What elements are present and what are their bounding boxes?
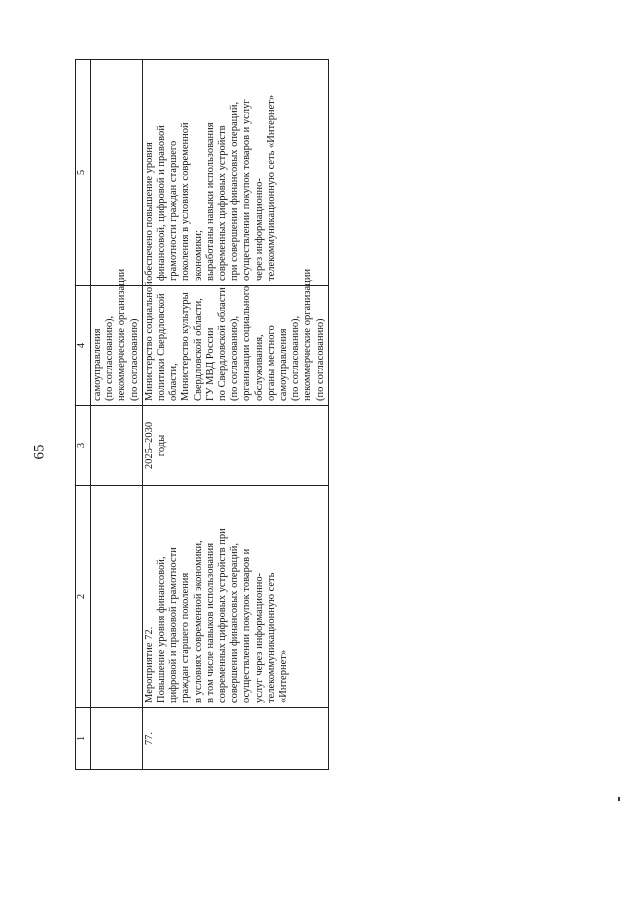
text-line: (по согласованию) (128, 318, 140, 401)
text-line: современных цифровых устройств при (217, 528, 229, 703)
header-col-2: 2 (76, 486, 91, 708)
text-line: поколения в условиях современной (180, 122, 192, 281)
text-line: (по согласованию) (314, 318, 326, 401)
text-line: осуществлении покупок товаров и (241, 548, 253, 703)
text-line: телекоммуникационную сеть (265, 572, 277, 703)
text-line: (по согласованию), (290, 315, 302, 401)
text-line: экономики; (192, 230, 204, 281)
text-line: Министерство культуры (180, 292, 192, 401)
header-row (76, 60, 91, 770)
text-line: политики Свердловской (156, 293, 168, 401)
text-line: обеспечено повышение уровня (143, 142, 155, 281)
row-number: 77. (142, 708, 328, 770)
text-line: некоммерческие организации (302, 268, 314, 401)
text-line: организации социального (241, 285, 253, 401)
text-line: обслуживания, (253, 334, 265, 401)
header-col-4: 4 (76, 286, 91, 406)
text-line: телекоммуникационную сеть «Интернет» (265, 94, 277, 281)
page-number: 65 (31, 444, 48, 460)
years-cell (142, 406, 328, 486)
text-line: выработаны навыки использования (204, 122, 216, 281)
text-line: Министерство социальной (143, 281, 155, 401)
text-line: (по согласованию), (104, 315, 116, 401)
text-line: при совершении финансовых операций, (229, 101, 241, 281)
event-cell (142, 486, 328, 708)
results-cell (142, 60, 328, 286)
text-line: Повышение уровня финансовой, (156, 556, 168, 703)
executors-cell (142, 268, 328, 406)
text-line: Мероприятие 72. (143, 626, 155, 703)
text-line: по Свердловской области (217, 287, 229, 401)
continued-row (91, 60, 143, 770)
continued-cell-2 (91, 486, 143, 708)
text-line: в том числе навыков использования (204, 542, 216, 703)
continued-executors-cell (91, 268, 143, 406)
text-line: совершении финансовых операций, (229, 543, 241, 703)
rotated-table-container (75, 60, 325, 770)
text-line: ГУ МВД России (204, 327, 216, 401)
header-col-5: 5 (76, 60, 91, 286)
scan-dot (618, 797, 620, 801)
text-line: современных цифровых устройств (217, 125, 229, 281)
text-line: финансовой, цифровой и правовой (156, 125, 168, 281)
continued-cell-3 (91, 406, 143, 486)
text-line: органы местного (265, 325, 277, 401)
text-line: (по согласованию), (229, 315, 241, 401)
text-line: услуг через информационно- (253, 572, 265, 703)
text-line: области, (168, 363, 180, 401)
text-line: 2025–2030 (143, 421, 155, 470)
header-col-3: 3 (76, 406, 91, 486)
text-line: граждан старшего поколения (180, 572, 192, 703)
table-row (142, 60, 328, 770)
text-line: в условиях современной экономики, (192, 540, 204, 703)
text-line: самоуправления (278, 328, 290, 401)
text-line: самоуправления (92, 328, 103, 401)
text-line: годы (156, 434, 168, 457)
text-line: через информационно- (253, 178, 265, 281)
text-line: Свердловской области, (192, 298, 204, 401)
text-line: некоммерческие организации (116, 268, 128, 401)
continued-cell-1 (91, 708, 143, 770)
header-col-1: 1 (76, 708, 91, 770)
continued-cell-5 (91, 60, 143, 286)
text-line: осуществлении покупок товаров и услуг (241, 99, 253, 281)
text-line: «Интернет» (278, 649, 290, 703)
text-line: грамотности граждан старшего (168, 140, 180, 281)
text-line: цифровой и правовой грамотности (168, 547, 180, 703)
events-table (75, 59, 329, 770)
